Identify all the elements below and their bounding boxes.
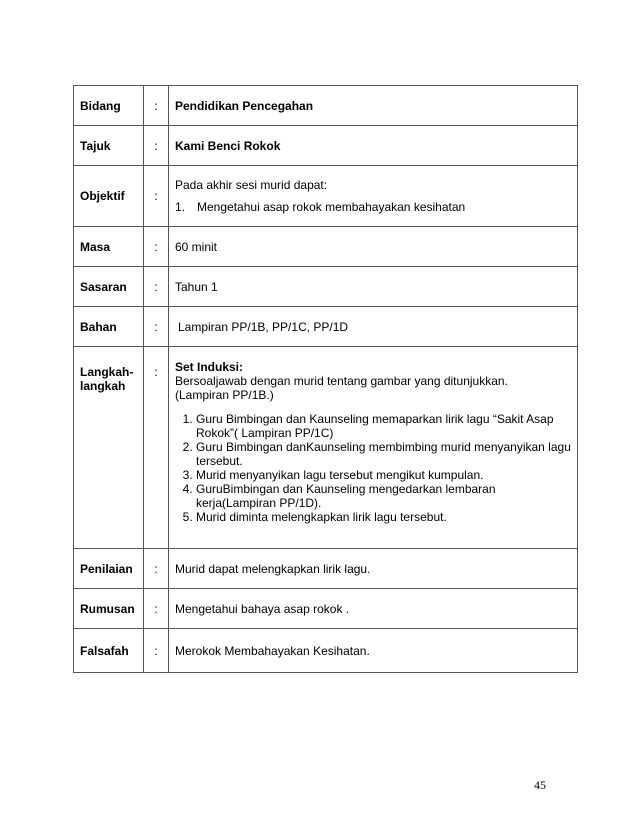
value-objektif	[169, 166, 578, 227]
label-bidang: Bidang	[74, 86, 144, 126]
row-masa	[74, 227, 578, 267]
value-penilaian: Murid dapat melengkapkan lirik lagu.	[169, 549, 578, 589]
colon: :	[144, 347, 169, 549]
row-falsafah	[74, 629, 578, 673]
colon: :	[144, 166, 169, 227]
label-rumusan: Rumusan	[74, 589, 144, 629]
set-induksi-ref: (Lampiran PP/1B.)	[175, 388, 274, 402]
row-tajuk	[74, 126, 578, 166]
colon: :	[144, 227, 169, 267]
value-masa: 60 minit	[169, 227, 578, 267]
row-bahan	[74, 307, 578, 347]
value-falsafah: Merokok Membahayakan Kesihatan.	[169, 629, 578, 673]
value-rumusan: Mengetahui bahaya asap rokok .	[169, 589, 578, 629]
value-langkah	[169, 347, 578, 549]
row-rumusan	[74, 589, 578, 629]
row-objektif	[74, 166, 578, 227]
label-masa: Masa	[74, 227, 144, 267]
value-tajuk: Kami Benci Rokok	[169, 126, 578, 166]
colon: :	[144, 549, 169, 589]
label-falsafah: Falsafah	[74, 629, 144, 673]
steps-list	[175, 412, 571, 524]
step-item: 4. GuruBimbingan dan Kaunseling mengedarkan lembaran kerja(Lampiran PP/1D).	[196, 482, 571, 510]
row-bidang	[74, 86, 578, 126]
colon: :	[144, 629, 169, 673]
page-number: 45	[534, 778, 546, 792]
row-sasaran	[74, 267, 578, 307]
set-induksi-heading: Set Induksi:	[175, 360, 244, 374]
step-item: 5. Murid diminta melengkapkan lirik lagu tersebut.	[196, 510, 571, 524]
label-objektif: Objektif	[74, 166, 144, 227]
value-bahan: Lampiran PP/1B, PP/1C, PP/1D	[169, 307, 578, 347]
lesson-plan-table	[73, 85, 578, 673]
objektif-intro: Pada akhir sesi murid dapat:	[175, 178, 328, 192]
colon: :	[144, 126, 169, 166]
step-item: 1. Guru Bimbingan dan Kaunseling memaparkan lirik lagu “Sakit Asap Rokok”( Lampiran PP/1C)	[196, 412, 571, 440]
colon: :	[144, 267, 169, 307]
row-langkah	[74, 347, 578, 549]
objektif-item-number: 1.	[175, 200, 186, 214]
step-item: 2. Guru Bimbingan danKaunseling membimbing murid menyanyikan lagu tersebut.	[196, 440, 571, 468]
colon: :	[144, 307, 169, 347]
set-induksi-line: Bersoaljawab dengan murid tentang gambar yang ditunjukkan.	[175, 374, 508, 388]
row-penilaian	[74, 549, 578, 589]
label-tajuk: Tajuk	[74, 126, 144, 166]
colon: :	[144, 589, 169, 629]
step-item: 3. Murid menyanyikan lagu tersebut mengikut kumpulan.	[196, 468, 571, 482]
label-langkah: Langkah-langkah	[74, 347, 144, 549]
label-sasaran: Sasaran	[74, 267, 144, 307]
label-penilaian: Penilaian	[74, 549, 144, 589]
colon: :	[144, 86, 169, 126]
value-sasaran: Tahun 1	[169, 267, 578, 307]
objektif-item	[175, 200, 571, 214]
label-bahan: Bahan	[74, 307, 144, 347]
value-bidang: Pendidikan Pencegahan	[169, 86, 578, 126]
objektif-item-text: Mengetahui asap rokok membahayakan kesihatan	[197, 200, 466, 214]
